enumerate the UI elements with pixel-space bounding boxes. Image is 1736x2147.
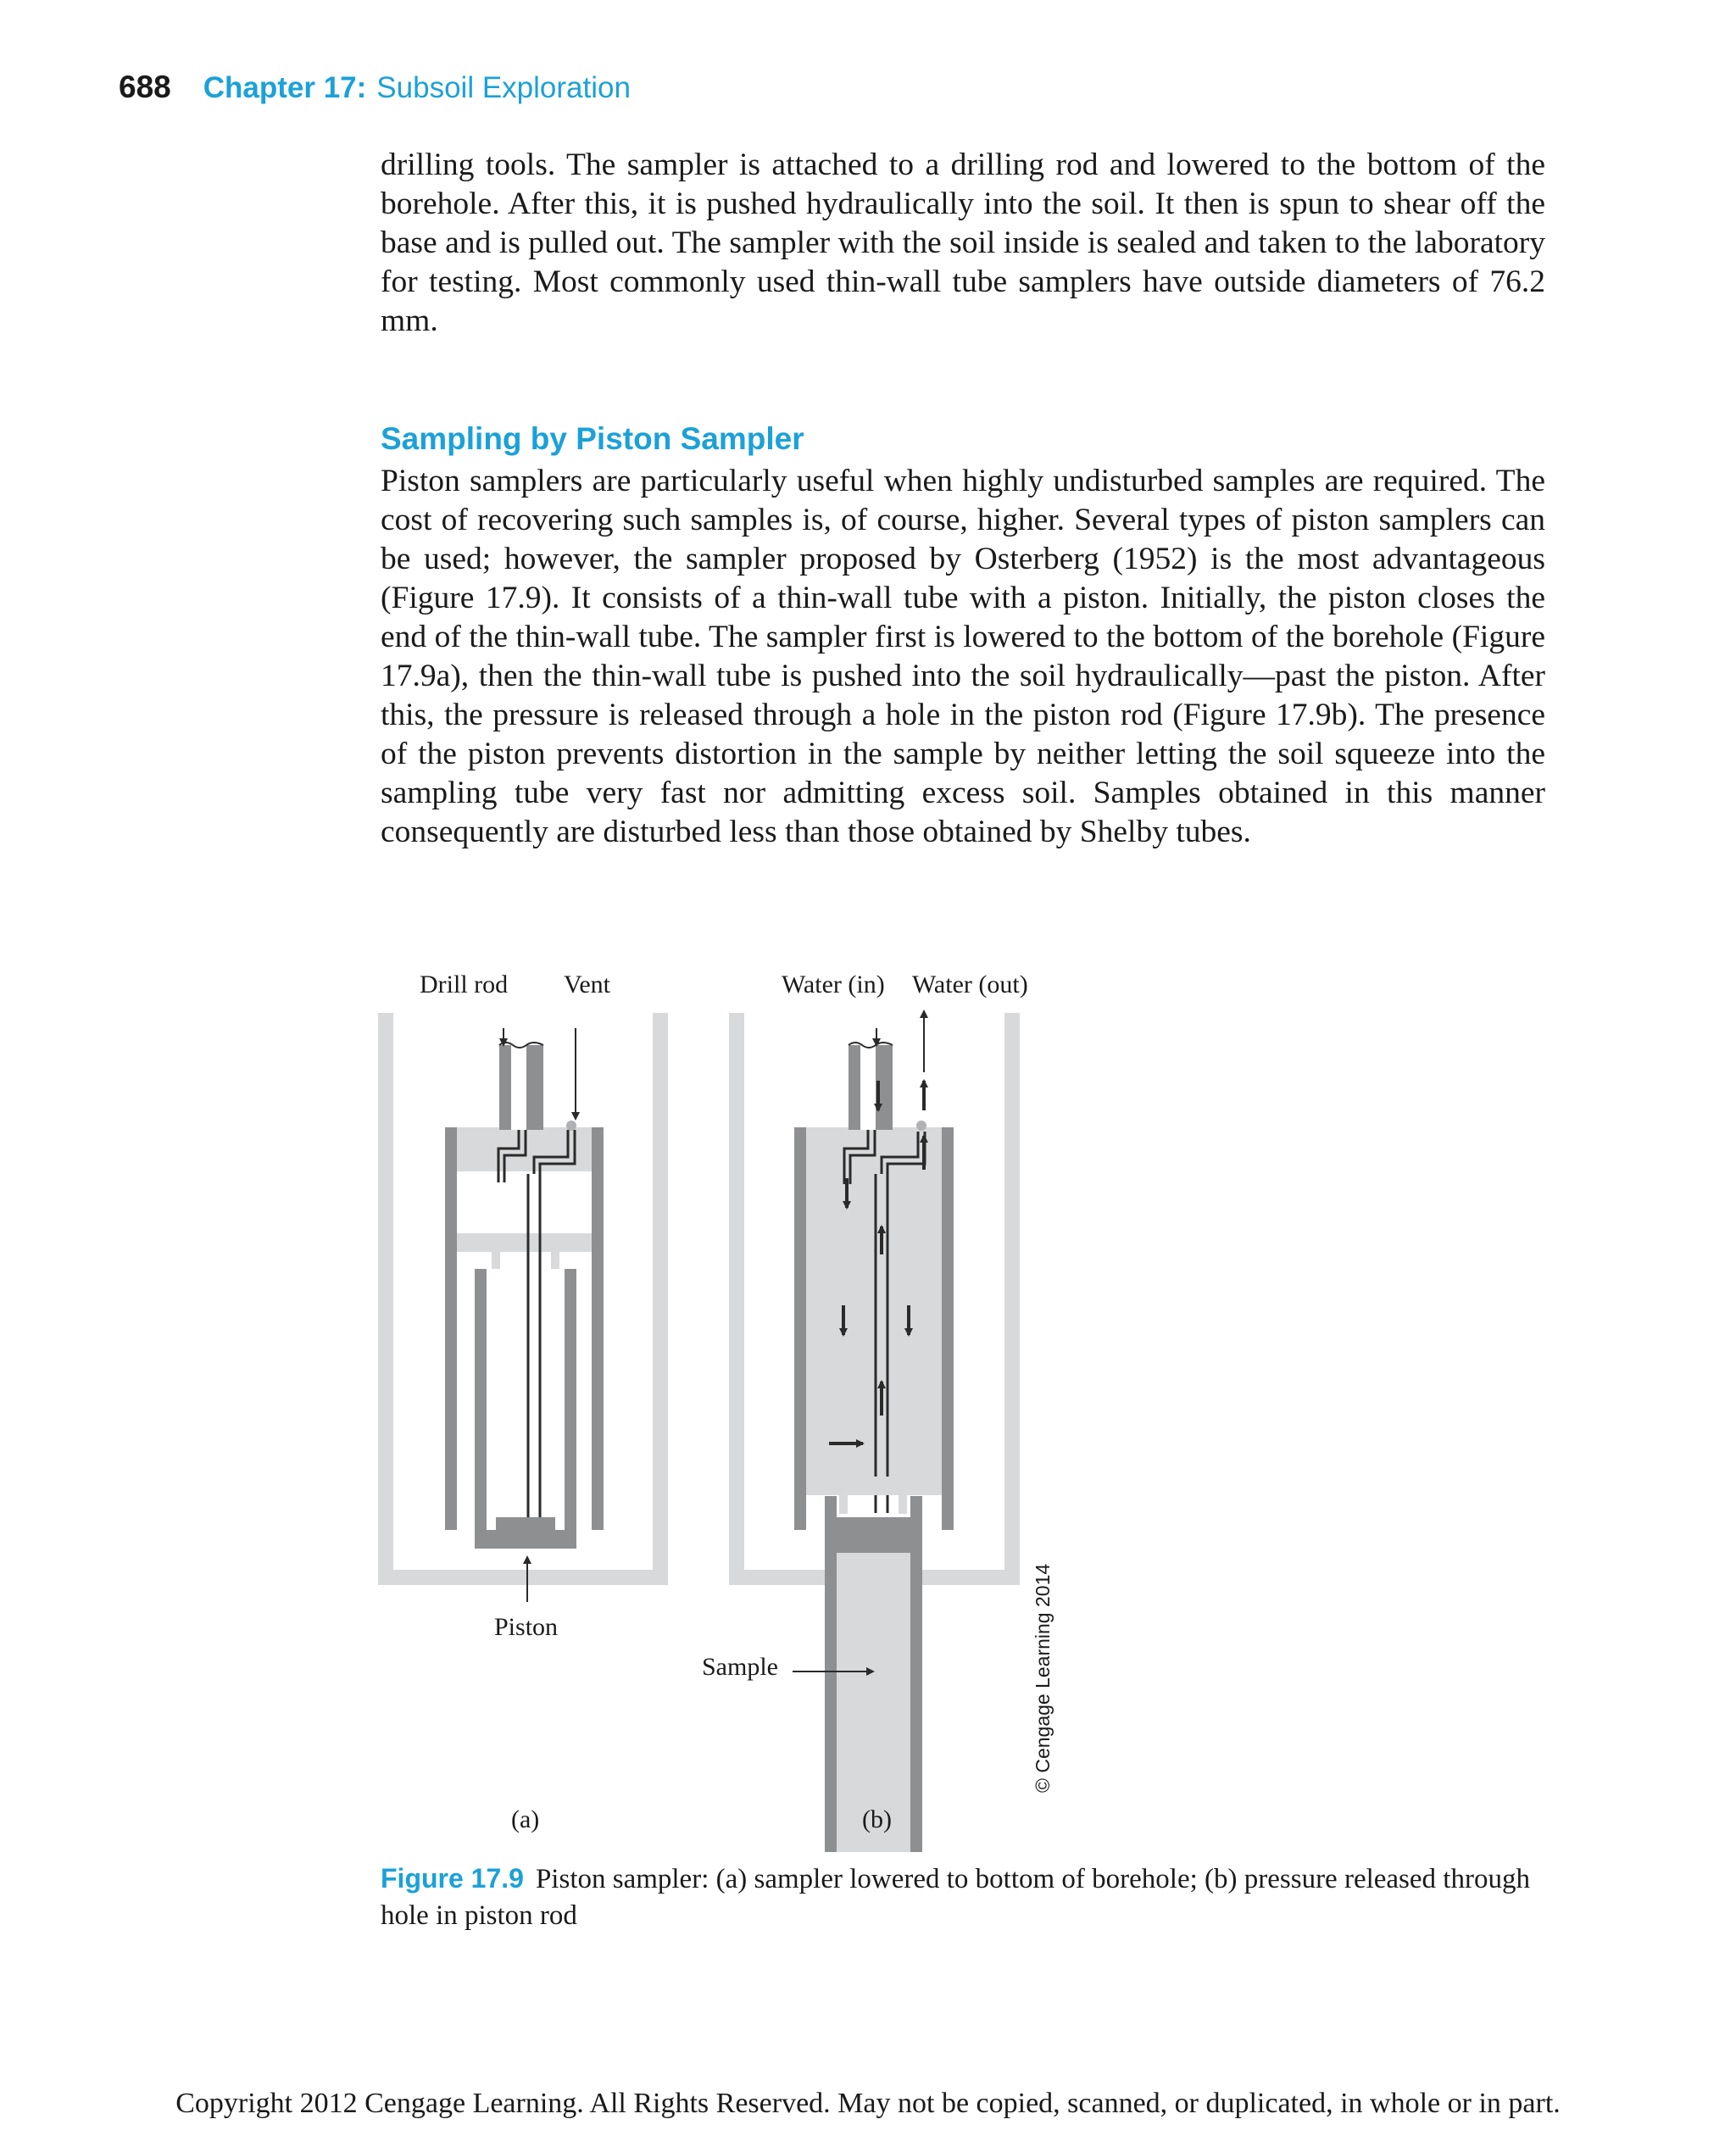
- thin-wall-tube-left-a: [475, 1269, 487, 1532]
- label-panel-a: (a): [511, 1805, 540, 1833]
- page-number: 688: [119, 70, 171, 104]
- copyright-footer: Copyright 2012 Cengage Learning. All Rights Reserved. May not be copied, scanned, or duplicated, in whole or in part.: [175, 2088, 1561, 2119]
- sampler-chamber-b: [806, 1171, 942, 1477]
- figure-piston-sampler: [373, 954, 1305, 1852]
- outer-casing-right-a: [592, 1127, 604, 1530]
- figure-diagram: [373, 954, 1305, 1852]
- borehole-wall-right-a: [653, 1013, 668, 1585]
- figure-copyright: © Cengage Learning 2014: [1032, 1563, 1054, 1793]
- body-paragraph-1: drilling tools. The sampler is attached to a drilling rod and lowered to the bottom of the borehole. After this, it is pushed hydraulically into the soil. It then is spun to shear off the base and is pulled out. The sampler with the soil inside is sealed and taken to the laboratory for testing. Most commonly used thin-wall tube samplers have outside diameters of 76.2 mm.: [381, 147, 1545, 338]
- panel-b-diagram: [729, 1011, 1020, 1852]
- caption-text: Piston sampler: (a) sampler lowered to bottom of borehole; (b) pressure released through hole in piston rod: [381, 1864, 1530, 1931]
- label-sample: Sample: [702, 1653, 778, 1681]
- running-header: [119, 70, 631, 112]
- caption-label: Figure 17.9: [381, 1863, 524, 1894]
- piston-b: [825, 1517, 922, 1553]
- label-piston: Piston: [494, 1613, 559, 1641]
- label-vent: Vent: [564, 971, 610, 998]
- piston-plate-b: [806, 1477, 942, 1495]
- label-panel-b: (b): [862, 1805, 892, 1833]
- borehole-wall-left-b: [729, 1013, 744, 1585]
- body-paragraph-2: Piston samplers are particularly useful when highly undisturbed samples are required. The cost of recovering such samples is, of course, higher. Several types of piston samplers can be used; however, the sampler proposed by Osterberg (1952) is the most advantageous (Figure 17.9). It consists of a thin-wall tube with a piston. Initially, the piston closes the end of the thin-wall tube. The sampler first is lowered to the bottom of the borehole (Figure 17.9a), then the thin-wall tube is pushed into the soil hydraulically—past the piston. After this, the pressure is released through a hole in the piston rod (Figure 17.9b). The presence of the piston prevents distortion in the sample by neither letting the soil squeeze into the sampling tube very fast nor admitting excess soil. Samples obtained in this manner consequently are disturbed less than those obtained by Shelby tubes.: [381, 464, 1545, 849]
- thin-wall-tube-right-a: [565, 1269, 576, 1532]
- chapter-title: Subsoil Exploration: [376, 71, 631, 104]
- outer-casing-left-b: [794, 1127, 806, 1530]
- panel-a-diagram: [378, 1013, 668, 1602]
- figure-caption: [381, 1861, 1550, 1934]
- outer-casing-right-b: [942, 1127, 954, 1530]
- label-water-in: Water (in): [782, 971, 885, 998]
- borehole-bottom-a: [378, 1570, 668, 1585]
- borehole-wall-right-b: [1004, 1013, 1020, 1585]
- section-heading: Sampling by Piston Sampler: [381, 421, 804, 456]
- label-water-out: Water (out): [912, 971, 1028, 998]
- vent-hole-a: [566, 1121, 576, 1131]
- chapter-label: Chapter 17:: [203, 71, 367, 104]
- outer-casing-left-a: [445, 1127, 457, 1530]
- piston-plate-a: [457, 1233, 592, 1252]
- label-drill-rod: Drill rod: [420, 971, 509, 998]
- borehole-wall-left-a: [378, 1013, 393, 1585]
- vent-hole-b: [916, 1121, 926, 1131]
